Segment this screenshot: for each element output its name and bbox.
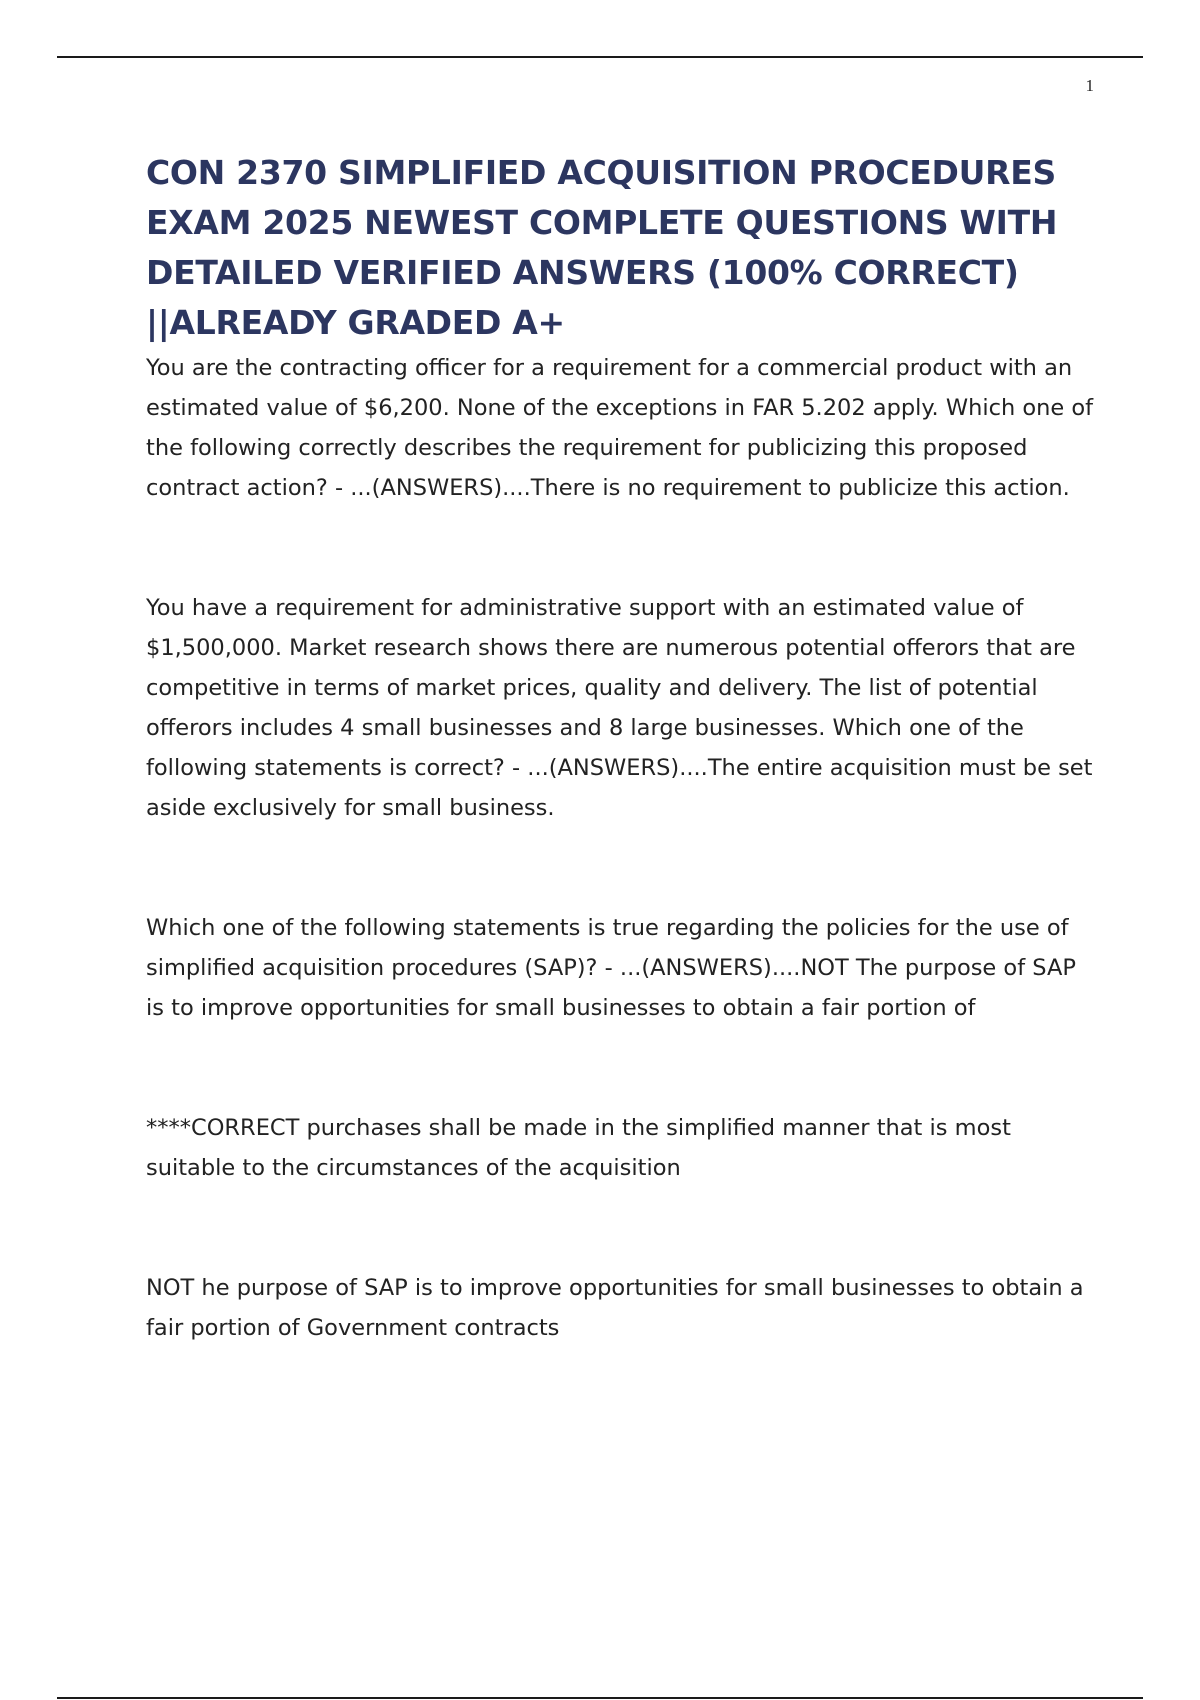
qa-item-3	[146, 908, 1096, 1028]
answer-separator: ...(ANSWERS)....	[612, 955, 801, 981]
spacer	[146, 828, 1096, 908]
answer-text: NOT The purpose of SAP is to improve opportunities for small businesses to obtain a fair portion of	[146, 955, 1076, 1021]
question-text: Which one of the following statements is true regarding the policies for the use of simplified acquisition procedures (SAP)? -	[146, 915, 1069, 981]
document-body	[146, 148, 1096, 1348]
answer-text: There is no requirement to publicize this action.	[530, 475, 1070, 501]
footer-rule	[57, 1697, 1143, 1699]
paragraph-not: NOT he purpose of SAP is to improve opportunities for small businesses to obtain a fair portion of Government contracts	[146, 1275, 1084, 1341]
answer-separator: ...(ANSWERS)....	[520, 755, 708, 781]
question-text: You have a requirement for administrative support with an estimated value of $1,500,000. Market research shows there are numerous potential offerors that are competitive in terms of market prices, quality and delivery. The list of potential offerors includes 4 small businesses and 8 large businesses. Which one of the following statements is correct? -	[146, 595, 1076, 781]
qa-item-1	[146, 348, 1096, 508]
document-title: CON 2370 SIMPLIFIED ACQUISITION PROCEDURES EXAM 2025 NEWEST COMPLETE QUESTIONS WITH DETAILED VERIFIED ANSWERS (100% CORRECT) ||ALREADY GRADED A+	[146, 153, 1058, 342]
spacer	[146, 508, 1096, 588]
header-rule	[57, 56, 1143, 58]
answer-separator: ...(ANSWERS)....	[343, 475, 531, 501]
paragraph-correct: ****CORRECT purchases shall be made in the simplified manner that is most suitable to the circumstances of the acquisition	[146, 1115, 1011, 1181]
page-number: 1	[1085, 76, 1094, 95]
spacer	[146, 1028, 1096, 1108]
question-text: You are the contracting officer for a requirement for a commercial product with an estimated value of $6,200. None of the exceptions in FAR 5.202 apply. Which one of the following correctly describes the requirement for publicizing this proposed contract action? -	[146, 355, 1094, 501]
answer-text: The entire acquisition must be set aside exclusively for small business.	[146, 755, 1093, 821]
spacer	[146, 1188, 1096, 1268]
qa-item-2	[146, 588, 1096, 828]
